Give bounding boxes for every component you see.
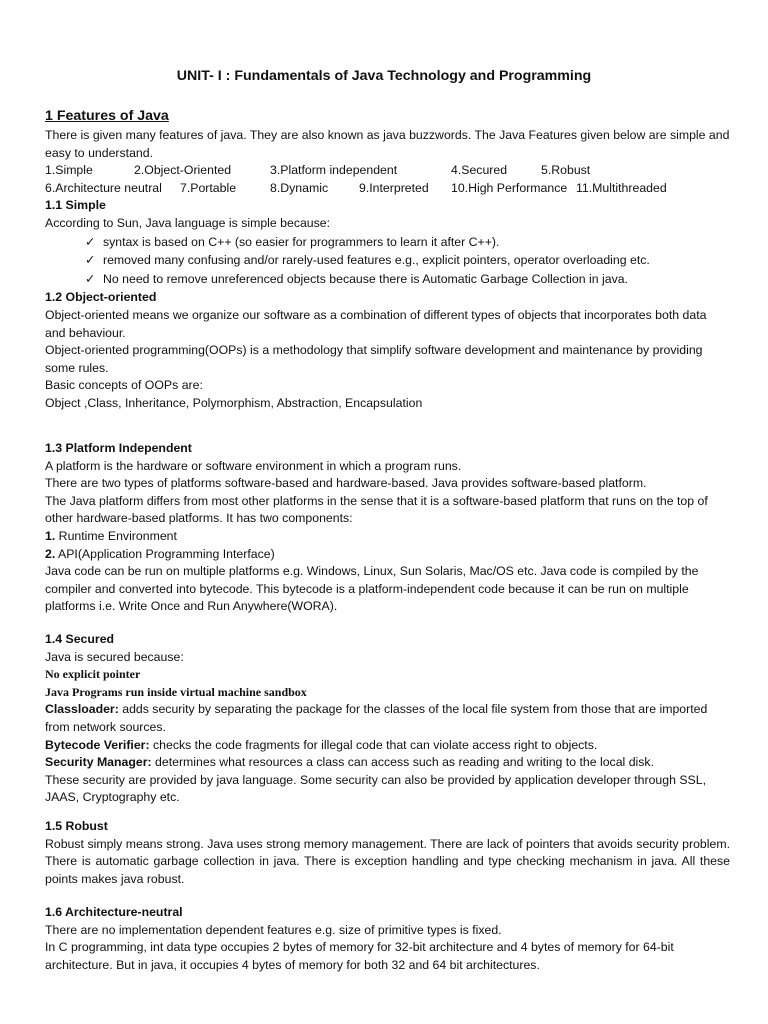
list-item [45,546,730,564]
paragraph: The Java platform differs from most other platforms in the sense that it is a software-based platform that runs on the top of other hardware-based platforms. It has two components: [45,493,708,526]
simple-intro: According to Sun, Java language is simple because: [45,215,331,230]
paragraph: In C programming, int data type occupies 2 bytes of memory for 32-bit architecture and 4 bytes of memory for 64-bit architecture. But in java, it occupies 4 bytes of memory for both 32 and 64 bit architectures. [45,940,674,972]
feature-item: 9.Interpreted [359,180,429,195]
list-item [85,234,730,252]
paragraph: A platform is the hardware or software environment in which a program runs. [45,458,462,473]
feature-item: 7.Portable [180,180,237,195]
paragraph [45,701,730,736]
feature-item: 2.Object-Oriented [134,163,232,178]
features-row-1 [45,162,730,180]
section-features [45,127,730,413]
paragraph: Java code can be run on multiple platforms e.g. Windows, Linux, Sun Solaris, Mac/OS etc. Java code is compiled by the compiler and converted into bytecode. This bytecode is a platform-independent code because it can be run on multiple platforms i.e. Write Once and Run Anywhere(WORA). [45,564,699,614]
features-row-2 [45,180,730,198]
heading-secured: 1.4 Secured [45,632,115,646]
list-item [85,252,730,270]
feature-item: 11.Multithreaded [576,180,667,195]
term-text: checks the code fragments for illegal code that can violate access right to objects. [149,737,598,752]
section-platform-independent [45,440,730,616]
term-text: determines what resources a class can access such as reading and writing to the local disk. [151,755,654,770]
term-label: Classloader: [45,702,119,717]
list-item-text: syntax is based on C++ (so easier for programmers to learn it after C++). [103,234,500,249]
paragraph: There are two types of platforms software-based and hardware-based. Java provides software-based platform. [45,476,647,491]
term-label: Bytecode Verifier: [45,737,150,752]
paragraph: Object-oriented means we organize our software as a combination of different types of objects that incorporates both data and behaviour. [45,307,707,340]
list-number: 2. [45,546,56,561]
page-title: UNIT- I : Fundamentals of Java Technology and Programming [176,68,592,84]
section-robust [45,818,730,888]
section-heading-features: 1 Features of Java [45,108,169,124]
paragraph: Object ,Class, Inheritance, Polymorphism, Abstraction, Encapsulation [45,395,423,410]
checkmark-icon: ✓ [85,271,96,286]
list-item [85,271,730,289]
heading-platform-independent: 1.3 Platform Independent [45,441,192,455]
term-text: adds security by separating the package for the classes of the local file system from those that are imported from network sources. [45,702,708,734]
feature-item: 6.Architecture neutral [45,180,162,195]
paragraph [45,737,730,755]
paragraph: Java is secured because: [45,649,184,664]
heading-robust: 1.5 Robust [45,819,108,833]
heading-object-oriented: 1.2 Object-oriented [45,290,157,305]
feature-item: 4.Secured [451,163,508,178]
checkmark-icon: ✓ [85,234,96,249]
term-label: Security Manager: [45,755,152,770]
feature-item: 1.Simple [45,163,93,178]
list-item-text: API(Application Programming Interface) [55,546,275,561]
paragraph: These security are provided by java language. Some security can also be provided by application developer through SSL, JAAS, Cryptography etc. [45,772,707,805]
feature-item: 5.Robust [541,163,591,178]
heading-simple: 1.1 Simple [45,198,106,213]
feature-item: 3.Platform independent [270,163,398,178]
paragraph: Basic concepts of OOPs are: [45,378,203,393]
list-item-text: Runtime Environment [55,528,177,543]
features-intro: There is given many features of java. They are also known as java buzzwords. The Java Features given below are simple and easy to understand. [45,128,730,160]
paragraph [45,754,730,772]
secured-reason: No explicit pointer [45,667,141,682]
feature-item: 8.Dynamic [270,180,329,195]
paragraph: Object-oriented programming(OOPs) is a methodology that simplify software development and maintenance by providing some rules. [45,343,703,375]
list-item-text: No need to remove unreferenced objects because there is Automatic Garbage Collection in java. [103,271,628,286]
list-item-text: removed many confusing and/or rarely-used features e.g., explicit pointers, operator overloading etc. [103,253,650,268]
list-number: 1. [45,528,56,543]
paragraph: Robust simply means strong. Java uses strong memory management. There are lack of pointers that avoids security problem. There is automatic garbage collection in java. There is exception handling and type checking mechanism in java. All these points makes java robust. [45,836,730,886]
section-secured [45,631,730,807]
secured-reason: Java Programs run inside virtual machine sandbox [45,684,307,699]
feature-item: 10.High Performance [451,180,568,195]
checkmark-icon: ✓ [85,253,96,268]
list-item [45,528,730,546]
heading-architecture-neutral: 1.6 Architecture-neutral [45,905,183,919]
section-architecture-neutral [45,904,730,974]
paragraph: There are no implementation dependent features e.g. size of primitive types is fixed. [45,922,502,937]
